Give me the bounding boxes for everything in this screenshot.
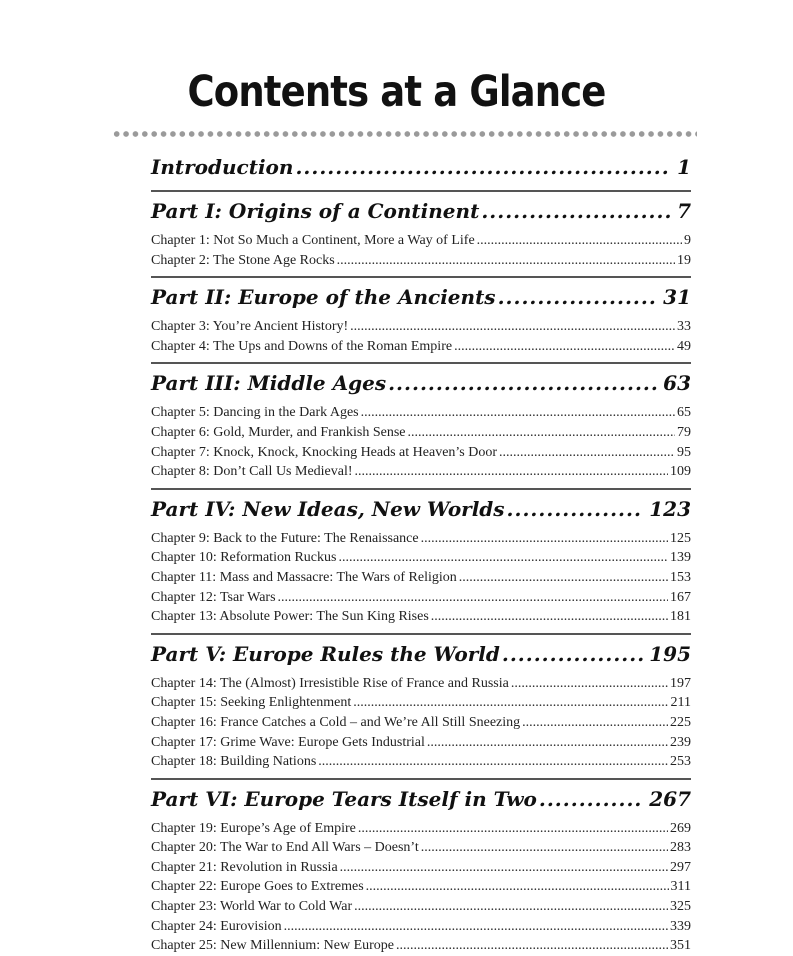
chapter-title: Chapter 19: Europe’s Age of Empire <box>151 820 356 836</box>
chapter-entry[interactable] <box>151 733 691 753</box>
chapter-title: Chapter 7: Knock, Knock, Knocking Heads at Heaven’s Door <box>151 444 498 460</box>
dot-leader <box>340 858 668 878</box>
dot-leader <box>511 674 668 694</box>
dot-leader <box>421 838 668 858</box>
dot-leader <box>431 607 668 627</box>
dot-leader <box>353 693 668 713</box>
chapter-page-number: 125 <box>670 530 691 546</box>
chapter-page-number: 339 <box>670 918 691 934</box>
chapter-page-number: 283 <box>670 840 691 856</box>
dot-leader <box>539 780 643 819</box>
chapter-entry[interactable] <box>151 713 691 733</box>
chapter-title: Chapter 20: The War to End All Wars – Doesn’t <box>151 840 419 856</box>
chapter-entry[interactable] <box>151 819 691 839</box>
dot-leader <box>358 819 668 839</box>
chapter-entry[interactable] <box>151 251 691 271</box>
dot-leader <box>459 568 668 588</box>
part-section <box>151 276 691 356</box>
chapter-page-number: 197 <box>670 675 691 691</box>
part-page-number: 7 <box>677 199 691 223</box>
chapter-page-number: 9 <box>684 233 691 248</box>
chapter-entry[interactable] <box>151 693 691 713</box>
part-page-number: 123 <box>649 496 691 521</box>
part-title: Part V: Europe Rules the World <box>151 641 500 666</box>
part-entry[interactable] <box>151 278 691 317</box>
chapter-title: Chapter 17: Grime Wave: Europe Gets Industrial <box>151 734 425 750</box>
chapter-title: Chapter 14: The (Almost) Irresistible Rise of France and Russia <box>151 675 509 691</box>
chapter-entry[interactable] <box>151 752 691 772</box>
chapter-entry[interactable] <box>151 337 691 357</box>
part-section <box>151 362 691 481</box>
chapter-entry[interactable] <box>151 423 691 443</box>
chapter-title: Chapter 13: Absolute Power: The Sun King Rises <box>151 609 429 625</box>
chapter-entry[interactable] <box>151 568 691 588</box>
chapter-page-number: 153 <box>670 569 691 585</box>
chapter-page-number: 109 <box>670 464 691 480</box>
dot-leader <box>522 713 668 733</box>
dot-leader <box>477 231 682 251</box>
chapter-entry[interactable] <box>151 548 691 568</box>
table-of-contents <box>151 150 691 956</box>
chapter-page-number: 95 <box>677 444 691 460</box>
chapter-entry[interactable] <box>151 462 691 482</box>
chapter-page-number: 253 <box>670 754 691 770</box>
dot-leader <box>278 588 668 608</box>
chapter-entry[interactable] <box>151 917 691 937</box>
dot-leader <box>427 733 668 753</box>
chapter-page-number: 33 <box>677 319 691 335</box>
page-title: Contents at a Glance <box>187 67 606 117</box>
chapter-title: Chapter 9: Back to the Future: The Renaissance <box>151 530 419 546</box>
introduction-section <box>151 150 691 184</box>
dot-leader <box>408 423 675 443</box>
chapter-entry[interactable] <box>151 674 691 694</box>
chapter-entry[interactable] <box>151 443 691 463</box>
chapter-title: Chapter 21: Revolution in Russia <box>151 859 338 875</box>
chapter-entry[interactable] <box>151 231 691 251</box>
dotted-divider <box>112 130 697 138</box>
chapter-page-number: 239 <box>670 734 691 750</box>
chapter-page-number: 311 <box>670 879 691 895</box>
chapter-entry[interactable] <box>151 403 691 423</box>
dot-leader <box>388 364 657 403</box>
chapter-page-number: 211 <box>670 695 691 711</box>
part-title: Part III: Middle Ages <box>151 371 387 396</box>
dot-leader <box>295 150 671 184</box>
part-section <box>151 488 691 627</box>
dot-leader <box>421 529 668 549</box>
chapter-title: Chapter 2: The Stone Age Rocks <box>151 252 335 268</box>
part-entry[interactable] <box>151 192 691 231</box>
chapter-page-number: 181 <box>670 609 691 625</box>
dot-leader <box>502 635 643 674</box>
part-entry[interactable] <box>151 490 691 529</box>
chapter-title: Chapter 6: Gold, Murder, and Frankish Sense <box>151 424 406 440</box>
chapter-title: Chapter 10: Reformation Ruckus <box>151 550 337 566</box>
chapter-title: Chapter 4: The Ups and Downs of the Roman Empire <box>151 338 453 354</box>
chapter-page-number: 139 <box>670 550 691 566</box>
chapter-entry[interactable] <box>151 838 691 858</box>
chapter-title: Chapter 8: Don’t Call Us Medieval! <box>151 464 353 480</box>
dot-leader <box>481 192 671 231</box>
chapter-page-number: 65 <box>677 405 691 421</box>
chapter-entry[interactable] <box>151 529 691 549</box>
dot-leader <box>361 403 675 423</box>
dot-leader <box>337 251 675 271</box>
chapter-title: Chapter 11: Mass and Massacre: The Wars of Religion <box>151 569 457 585</box>
part-page-number: 31 <box>663 285 691 310</box>
chapter-page-number: 49 <box>677 338 691 354</box>
dot-leader <box>507 490 644 529</box>
chapter-page-number: 297 <box>670 859 691 875</box>
part-entry[interactable] <box>151 780 691 819</box>
chapter-title: Chapter 25: New Millennium: New Europe <box>151 938 395 954</box>
chapter-title: Chapter 12: Tsar Wars <box>151 589 276 605</box>
chapter-title: Chapter 16: France Catches a Cold – and We’re All Still Sneezing <box>151 714 521 730</box>
dot-leader <box>284 917 668 937</box>
chapter-title: Chapter 23: World War to Cold War <box>151 899 353 915</box>
part-page-number: 195 <box>649 641 691 666</box>
dot-leader <box>350 317 675 337</box>
dot-leader <box>396 936 668 956</box>
chapter-entry[interactable] <box>151 317 691 337</box>
chapter-entry[interactable] <box>151 588 691 608</box>
part-page-number: 267 <box>649 786 691 811</box>
chapter-page-number: 79 <box>677 424 691 440</box>
dot-leader <box>454 337 675 357</box>
part-title: Part IV: New Ideas, New Worlds <box>151 496 505 521</box>
chapter-title: Chapter 22: Europe Goes to Extremes <box>151 879 364 895</box>
part-section <box>151 190 691 270</box>
part-title: Part VI: Europe Tears Itself in Two <box>151 786 537 811</box>
chapter-page-number: 269 <box>670 820 691 836</box>
part-title: Part I: Origins of a Continent <box>151 199 480 223</box>
chapter-entry[interactable] <box>151 877 691 897</box>
chapter-page-number: 167 <box>670 589 691 605</box>
dot-leader <box>499 443 675 463</box>
part-page-number: 63 <box>663 371 691 396</box>
part-section <box>151 633 691 772</box>
part-entry[interactable] <box>151 635 691 674</box>
dot-leader <box>498 278 658 317</box>
part-title: Part II: Europe of the Ancients <box>151 285 496 310</box>
chapter-title: Chapter 24: Eurovision <box>151 918 282 934</box>
chapter-title: Chapter 5: Dancing in the Dark Ages <box>151 405 359 421</box>
chapter-title: Chapter 1: Not So Much a Continent, More a Way of Life <box>151 233 475 248</box>
chapter-page-number: 225 <box>670 714 691 730</box>
chapter-page-number: 325 <box>670 899 691 915</box>
chapter-entry[interactable] <box>151 607 691 627</box>
introduction-entry[interactable] <box>151 150 691 184</box>
dot-leader <box>338 548 668 568</box>
part-section <box>151 778 691 956</box>
chapter-title: Chapter 3: You’re Ancient History! <box>151 319 349 335</box>
chapter-title: Chapter 15: Seeking Enlightenment <box>151 695 352 711</box>
part-entry[interactable] <box>151 364 691 403</box>
chapter-entry[interactable] <box>151 897 691 917</box>
chapter-page-number: 19 <box>677 252 691 268</box>
dot-leader <box>366 877 669 897</box>
part-page-number: 1 <box>677 155 691 179</box>
dot-leader <box>318 752 668 772</box>
chapter-title: Chapter 18: Building Nations <box>151 754 317 770</box>
chapter-page-number: 351 <box>670 938 691 954</box>
part-title: Introduction <box>151 155 294 179</box>
dot-leader <box>354 897 668 917</box>
chapter-entry[interactable] <box>151 858 691 878</box>
chapter-entry[interactable] <box>151 936 691 956</box>
dot-leader <box>355 462 668 482</box>
